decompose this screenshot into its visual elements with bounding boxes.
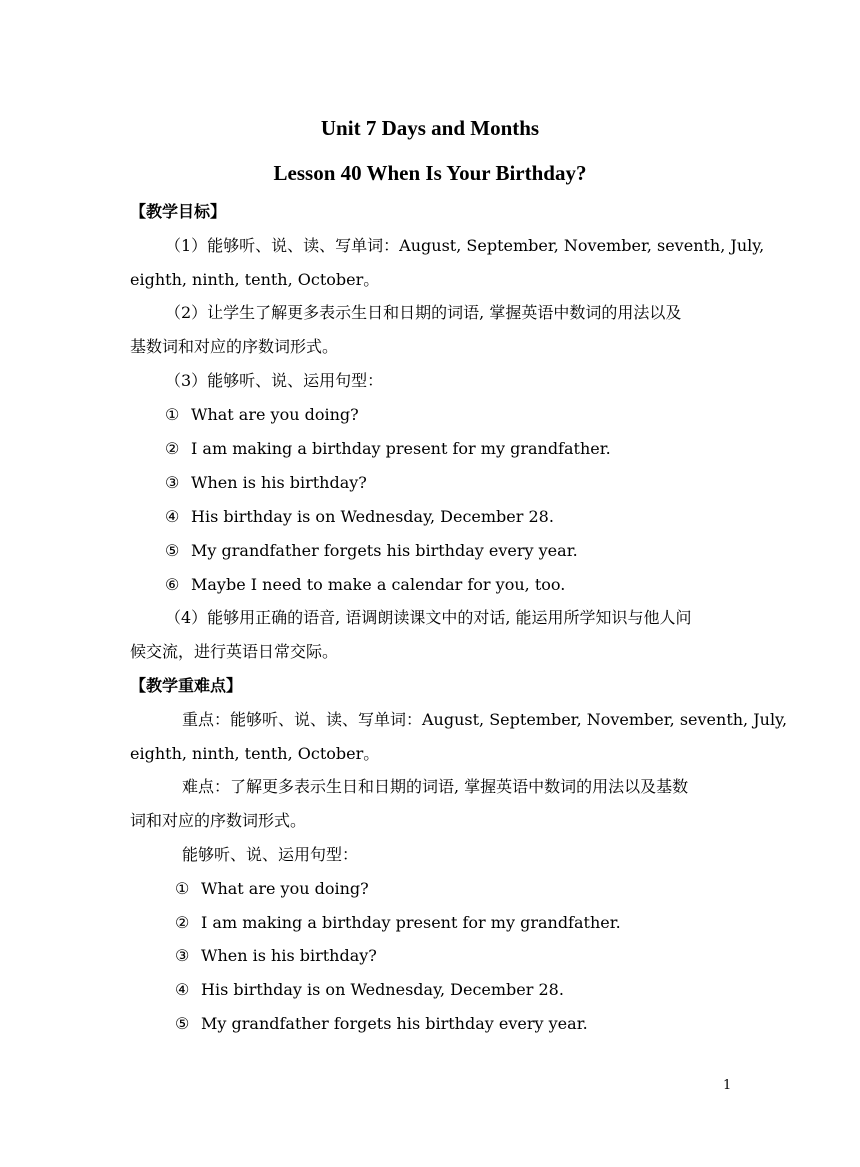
goal-4-line-2: 候交流，进行英语日常交际。: [130, 642, 339, 661]
sentence-text: What are you doing?: [191, 405, 359, 424]
sentence-text: I am making a birthday present for my grandfather.: [201, 913, 621, 932]
goal-2-line-1: （2）让学生了解更多表示生日和日期的词语, 掌握英语中数词的用法以及: [165, 303, 682, 322]
sentence-text: I am making a birthday present for my grandfather.: [191, 439, 611, 458]
goal-4-line-1: （4）能够用正确的语音, 语调朗读课文中的对话, 能运用所学知识与他人问: [165, 608, 692, 627]
difficult-point-line-2: 词和对应的序数词形式。: [130, 811, 307, 830]
item-number: ③: [175, 946, 190, 965]
lesson-title: Lesson 40 When Is Your Birthday?: [273, 161, 587, 185]
sentence-item: [175, 1014, 588, 1034]
item-number: ①: [175, 879, 190, 898]
goal-1-line-2: eighth, ninth, tenth, October。: [130, 270, 380, 289]
key-point-line-1: 重点：能够听、说、读、写单词：August, September, November, seventh, July,: [182, 710, 788, 729]
item-number: ③: [165, 473, 180, 492]
sentence-text: When is his birthday?: [201, 946, 377, 965]
sentence-item: [165, 507, 554, 527]
page-number: 1: [723, 1078, 732, 1093]
document-title: Unit 7 Days and Months: [320, 116, 540, 140]
sentence-item: [165, 439, 611, 459]
goal-3: （3）能够听、说、运用句型：: [165, 371, 384, 390]
item-number: ⑥: [165, 575, 180, 594]
section-heading-key-points: 【教学重难点】: [130, 676, 243, 695]
section-heading-goals: 【教学目标】: [130, 202, 227, 221]
sentence-item: [175, 879, 369, 899]
sentence-item: [175, 946, 377, 966]
sentence-text: When is his birthday?: [191, 473, 367, 492]
sentence-item: [165, 541, 578, 561]
sentence-item: [165, 575, 565, 595]
goal-1-line-1: （1）能够听、说、读、写单词：August, September, November, seventh, July,: [165, 236, 765, 255]
sentence-item: [165, 473, 367, 493]
sentence-text: His birthday is on Wednesday, December 28.: [191, 507, 554, 526]
sentence-item: [175, 913, 621, 933]
item-number: ②: [175, 913, 190, 932]
item-number: ⑤: [175, 1014, 190, 1033]
item-number: ⑤: [165, 541, 180, 560]
sentence-item: [165, 405, 359, 425]
difficult-point-line-1: 难点：了解更多表示生日和日期的词语, 掌握英语中数词的用法以及基数: [182, 777, 689, 796]
item-number: ④: [175, 980, 190, 999]
sentence-text: What are you doing?: [201, 879, 369, 898]
sentence-text: Maybe I need to make a calendar for you, too.: [191, 575, 566, 594]
sentence-text: My grandfather forgets his birthday every year.: [191, 541, 578, 560]
item-number: ①: [165, 405, 180, 424]
item-number: ②: [165, 439, 180, 458]
patterns-intro: 能够听、说、运用句型：: [182, 845, 359, 864]
sentence-item: [175, 980, 564, 1000]
goal-2-line-2: 基数词和对应的序数词形式。: [130, 337, 339, 356]
key-point-line-2: eighth, ninth, tenth, October。: [130, 744, 380, 763]
item-number: ④: [165, 507, 180, 526]
sentence-text: My grandfather forgets his birthday every year.: [201, 1014, 588, 1033]
sentence-text: His birthday is on Wednesday, December 28.: [201, 980, 564, 999]
